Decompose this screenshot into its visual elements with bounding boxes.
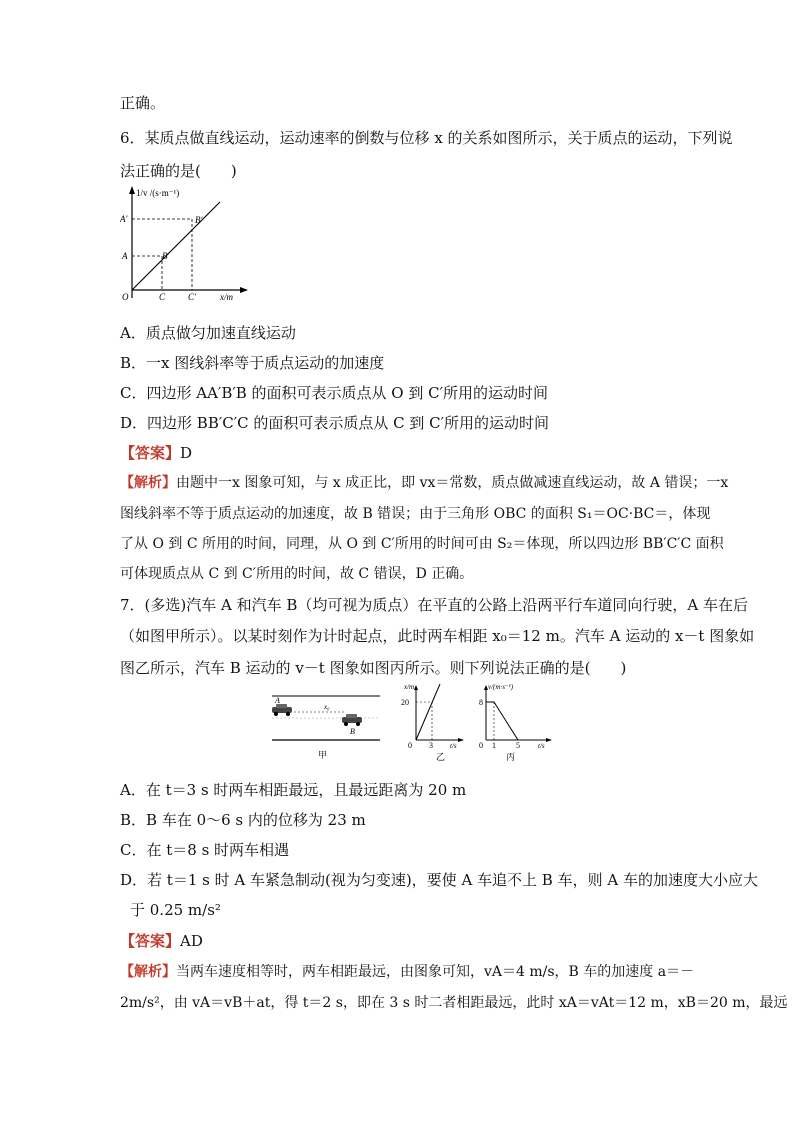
- label-c-prime: C′: [188, 292, 196, 302]
- q6-x-axis-label: x/m: [220, 292, 233, 302]
- q6-analysis-line2: 图线斜率不等于质点运动的加速度，故 B 错误；由于三角形 OBC 的面积 S₁＝OC·BC＝，体现: [120, 506, 711, 522]
- caption-yi: 乙: [436, 752, 446, 762]
- q7-stem-line3: 图乙所示，汽车 B 运动的 v－t 图象如图丙所示。则下列说法正确的是( ): [120, 659, 627, 677]
- yi-x-label: t/s: [450, 742, 457, 750]
- q7-option-d: D．若 t＝1 s 时 A 车紧急制动(视为匀变速)，要使 A 车追不上 B 车，则 A 车的加速度大小应大: [120, 871, 758, 889]
- q6-answer: [120, 442, 192, 463]
- answer-tag: 【答案】: [120, 932, 181, 950]
- q6-option-c: C．四边形 AA′B′B 的面积可表示质点从 O 到 C′所用的运动时间: [120, 384, 549, 402]
- prev-answer-end: 正确。: [120, 94, 166, 112]
- car-a-label: A: [275, 696, 280, 705]
- label-a-prime: A′: [120, 214, 128, 224]
- q7-figure-jia: [264, 690, 388, 760]
- answer-tag: 【答案】: [120, 444, 181, 462]
- label-a: A: [122, 251, 128, 261]
- bing-origin: 0: [479, 741, 483, 750]
- q7-figure-bing: [476, 680, 558, 762]
- q7-stem-line1: 7．(多选)汽车 A 和汽车 B（均可视为质点）在平直的公路上沿两平行车道同向行驶，A 车在后: [120, 596, 749, 614]
- bing-tick-1: 1: [492, 741, 496, 750]
- bing-y-label: v/(m·s⁻¹): [488, 683, 514, 691]
- q7-option-a: A．在 t＝3 s 时两车相距最远，且最远距离为 20 m: [120, 781, 467, 799]
- q6-stem-line1: 6．某质点做直线运动，运动速率的倒数与位移 x 的关系如图所示，关于质点的运动，下列说: [120, 129, 733, 147]
- q7-option-c: C．在 t＝8 s 时两车相遇: [120, 841, 290, 859]
- analysis-text: 当两车速度相等时，两车相距最远，由图象可知，vA＝4 m/s，B 车的加速度 a＝－: [176, 964, 695, 980]
- q7-stem-line2: （如图甲所示）。以某时刻作为计时起点，此时两车相距 x₀＝12 m。汽车 A 运动的 x－t 图象如: [120, 627, 755, 645]
- q7-option-b: B．B 车在 0～6 s 内的位移为 23 m: [120, 811, 366, 829]
- analysis-tag: 【解析】: [120, 964, 176, 980]
- q7-analysis-line2: 2m/s²，由 vA＝vB＋at，得 t＝2 s，即在 3 s 时二者相距最远，此时 xA＝vAt＝12 m，xB＝20 m，最远: [120, 995, 788, 1011]
- q6-analysis-line4: 可体现质点从 C 到 C′所用的时间，故 C 错误，D 正确。: [120, 566, 474, 582]
- q7-figure-yi: [398, 680, 470, 762]
- q6-option-a: A．质点做匀加速直线运动: [120, 324, 296, 342]
- yi-y-label: x/m: [404, 683, 415, 691]
- car-b-label: B: [350, 727, 355, 736]
- q6-graph: [120, 182, 250, 304]
- bing-tick-5: 5: [516, 741, 520, 750]
- bing-x-label: t/s: [538, 742, 545, 750]
- yi-tick-20: 20: [401, 698, 409, 707]
- label-origin: O: [122, 292, 129, 302]
- car-b-icon: [342, 714, 362, 726]
- q6-option-b: B．一x 图线斜率等于质点运动的加速度: [120, 354, 385, 372]
- yi-origin: 0: [408, 741, 412, 750]
- answer-value: D: [180, 444, 193, 462]
- q7-analysis-line1: [120, 961, 694, 981]
- q6-option-d: D．四边形 BB′C′C 的面积可表示质点从 C 到 C′所用的运动时间: [120, 414, 550, 432]
- car-a-icon: [272, 704, 292, 716]
- q7-option-d-cont: 于 0.25 m/s²: [130, 901, 221, 919]
- label-c: C: [159, 292, 166, 302]
- label-b-prime: B′: [195, 215, 203, 225]
- caption-jia: 甲: [318, 750, 328, 760]
- q6-analysis-line3: 了从 O 到 C 所用的时间，同理，从 O 到 C′所用的时间可由 S₂＝体现，所以四边形 BB′C′C 面积: [120, 536, 724, 552]
- analysis-tag: 【解析】: [120, 475, 176, 491]
- x0-label: x₀: [324, 703, 330, 711]
- analysis-text: 由题中一x 图象可知，与 x 成正比，即 vx＝常数，质点做减速直线运动，故 A 错误；一x: [176, 475, 729, 491]
- yi-tick-3: 3: [429, 741, 433, 750]
- bing-tick-8: 8: [479, 698, 483, 707]
- label-b: B: [162, 251, 168, 261]
- q6-y-axis-label: 1/v /(s·m⁻¹): [136, 188, 180, 198]
- answer-value: AD: [180, 932, 203, 950]
- q6-stem-line2: 法正确的是( ): [120, 162, 237, 180]
- q6-analysis-line1: [120, 472, 728, 492]
- caption-bing: 丙: [506, 752, 516, 762]
- q7-answer: [120, 930, 203, 951]
